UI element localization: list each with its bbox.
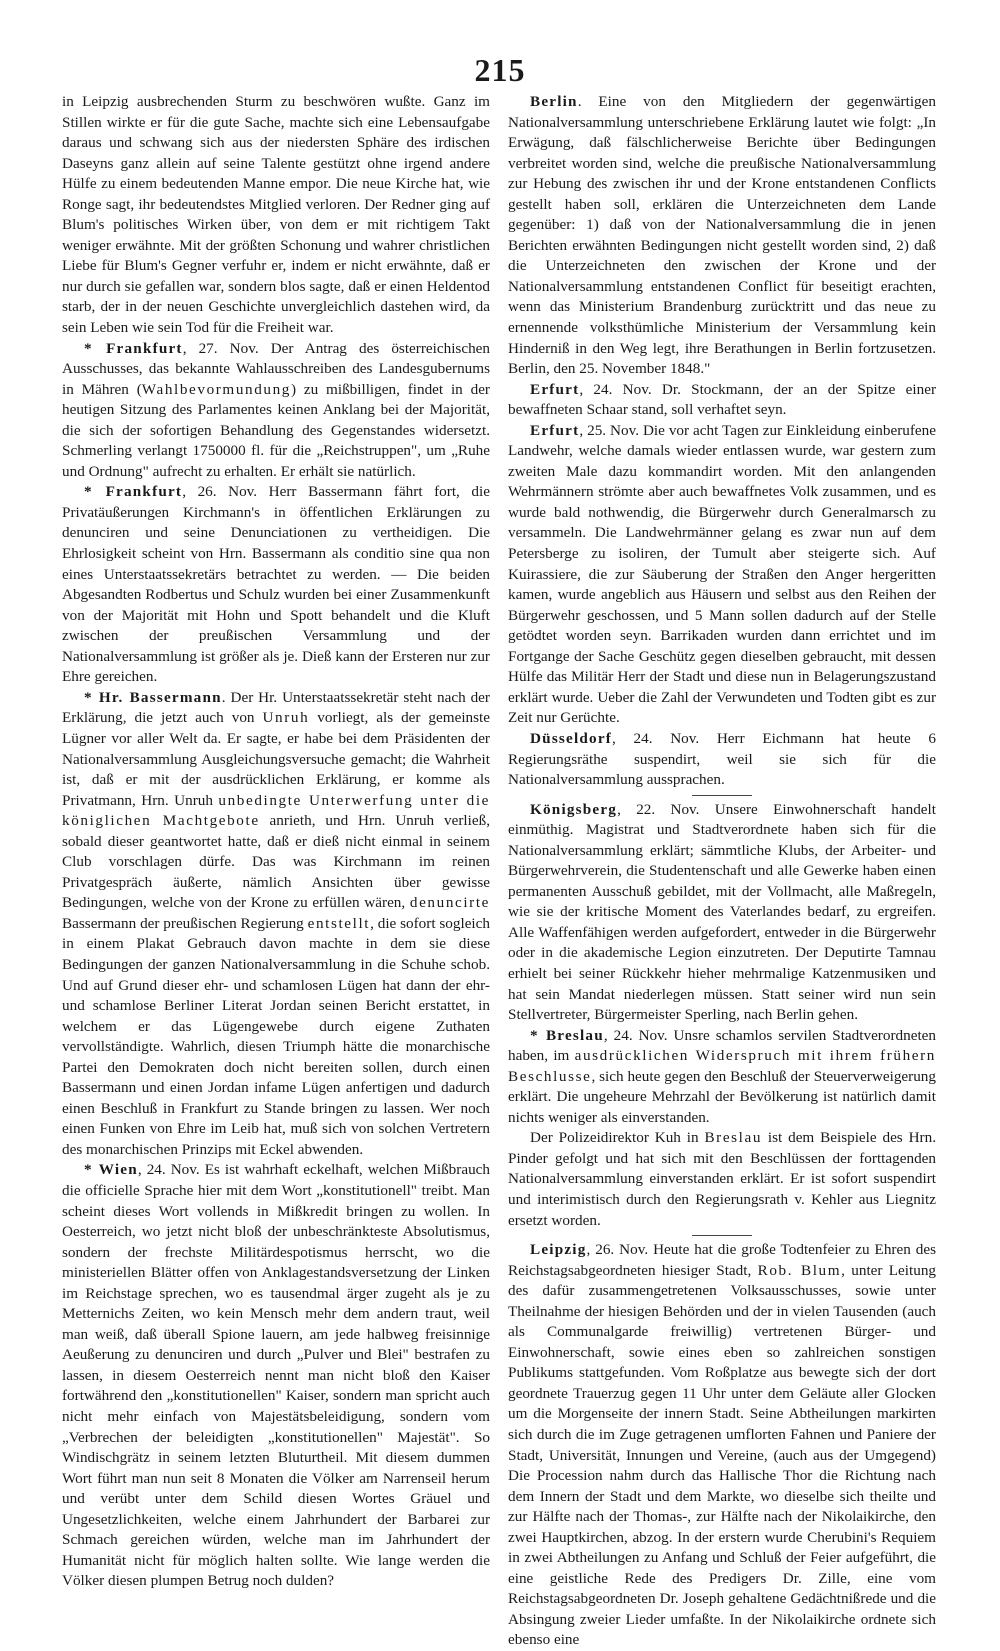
dateline: Berlin: [530, 93, 578, 110]
paragraph-text: ) zu mißbilligen, findet in der heutigen Sitzung des Parlamentes keinen Anklang bei der Majorität, die sich der sofortigen Behandlung des Gegenstandes widersetzt. Schmerling verlangt 1750000 fl. für die „Reichstruppen", um „Ruhe und Ordnung" aufrecht zu erhalten. Er erhält sie natürlich.: [62, 380, 490, 480]
paragraph-text: ist dem Beispiele des Hrn. Pinder gefolgt und hat sich mit den Beschlüssen der forttagenden Nationalversammlung einverstanden erklärt. Er ist sofort suspendirt und interimistisch durch den Regierungsrath v. Kehler aus Liegnitz ersetzt worden.: [508, 1129, 936, 1229]
article-paragraph: [62, 482, 490, 687]
article-paragraph: [508, 1128, 936, 1231]
emphasized-text: Unruh: [262, 709, 310, 727]
paragraph-text: , unter Leitung des dafür zusammengetretenen Volksausschusses, sowie unter Theilnahme der hiesigen Behörden und der in vielen Tausenden (auch als Communalgarde freiwillig) vertretenen Bürger- und Einwohnerschaft, sowie eines eben so zahlreichen sonstigen Publikums stattgefunden. Vom Roßplatze aus bewegte sich der dort geordnete Trauerzug gegen 11 Uhr unter dem Geläute aller Glocken um die Morgenseite der innern Stadt. Seine Abtheilungen markirten sich durch die im Zuge getragenen umflorten Fahnen und Paniere der Stadt, Universität, Innungen und Vereine, (auch aus der Umgegend) Die Procession nahm durch das Hallische Thor die Richtung nach dem Innern der Stadt und dem Markte, wo dieselbe sich theilte und zur Hälfte nach der Thomas-, zur Hälfte nach der Nikolaikirche, den zwei Hauptkirchen, abzog. In der erstern wurde Cherubini's Requiem in zwei Abtheilungen zu Anfang und Schluß der Feier aufgeführt, die eine geistliche Rede des Predigers Dr. Zille, eine vom Reichstagsabgeordneten Dr. Joseph gehaltene Gedächtnißrede und die Absingung zweier Lieder umfaßte. In der Nikolaikirche ordnete sich ebenso eine: [508, 1261, 937, 1649]
article-paragraph: [62, 92, 490, 339]
paragraph-text: , 24. Nov. Herr Eichmann hat heute 6 Regierungsräthe suspendirt, weil sie sich für die Nationalversammlung aussprachen.: [508, 729, 936, 789]
paragraph-text: , 25. Nov. Die vor acht Tagen zur Einkleidung einberufene Landwehr, welche damals wieder entlassen wurde, war gestern zum zweiten Male dazu kommandirt worden. Mit den anlangenden Wehrmännern strömte aber auch bewaffnetes Volk zusammen, und es wurde bald nothwendig, die Bürgerwehr durch Generalmarsch zu versammeln. Die Landwehrmänner gelang es zwar nun auf dem Petersberge zu isoliren, der Tumult aber steigerte sich. Auf Kuirassiere, die zur Säuberung der Straßen den Anger hergeritten kamen, wurde angeblich aus Häusern und selbst aus den Reihen der Bürgerwehr geschossen, und 5 Mann sollen dadurch auf der Stelle getödtet worden seyn. Barrikaden wurden dann errichtet und im Fortgange der Sache Geschütz gegen dieselben gebraucht, mit dessen Hülfe das Militär Herr der Stadt und diese nun in Belagerungszustand erklärt wurde. Ueber die Zahl der Verwundeten und Todten gibt es zur Zeit nur Gerüchte.: [508, 421, 936, 727]
paragraph-text: , 26. Nov. Heute hat die große Todtenfeier zu Ehren des Reichstagsabgeordneten hiesiger Stadt,: [508, 1241, 936, 1279]
emphasized-text: Rob. Blum: [757, 1261, 842, 1279]
column-separator: [692, 1235, 752, 1236]
paragraph-text: , 24. Nov. Dr. Stockmann, der an der Spitze einer bewaffneten Schaar stand, soll verhaftet seyn.: [508, 380, 936, 419]
emphasized-text: entstellt: [307, 914, 371, 932]
paragraph-text: in Leipzig ausbrechenden Sturm zu beschwören wußte. Ganz im Stillen wirkte er für die gute Sache, machte sich eine Lebensaufgabe daraus und schwang sich aus der niedersten Sphäre des irdischen Daseyns ganz allein auf seine Talente gestützt ohne irgend andere Hülfe zu einem bedeutenden Manne empor. Die neue Kirche hat, wie Ronge sagt, ihr bedeutendstes Mitglied verloren. Der Redner ging auf Blum's politisches Wirken über, von dem er mit richtigem Takt weniger erwähnte. Mit der größten Schonung und wahrer christlichen Liebe für Blum's Gegner verfuhr er, indem er nicht erwähnte, daß er nur durch sie gefallen war, sondern blos sagte, daß er einen Heldentod starb, der in der neuen Geschichte unvergleichlich dastehen wird, da sein Leben wie sein Tod für die Freiheit war.: [62, 93, 490, 337]
column-separator: [692, 795, 752, 796]
article-paragraph: [508, 1240, 936, 1651]
dateline: Erfurt: [530, 421, 580, 439]
dateline: Erfurt: [530, 380, 580, 398]
paragraph-text: . Eine von den Mitgliedern der gegenwärtigen Nationalversammlung unterschriebene Erklärung lautet wie folgt: „In Erwägung, daß fälschlicherweise Berichte über Bedingungen verbreitet worden sind, welche die preußische Nationalversammlung zur Hebung des zwischen ihr und der Krone entstandenen Conflicts gestellt haben soll, erklären die Unterzeichneten dem Lande gegenüber: 1) daß von der Nationalversammlung die in jenen Berichten erwähnten Bedingungen nicht gestellt worden sind, 2) daß die Unterzeichneten den zwischen der Krone und der Nationalversammlung entstandenen Conflict für beseitigt erachten, wenn das Ministerium Brandenburg zurücktritt und das neue zu ernennende volksthümliche Ministerium der Versammlung kein Hinderniß in den Weg legt, ihre Berathungen in Berlin fortzusetzen. Berlin, den 25. November 1848.": [508, 93, 936, 378]
page-number: 215: [474, 52, 526, 88]
right-column: [508, 92, 936, 1651]
dateline: * Frankfurt: [84, 483, 183, 501]
emphasized-text: ausdrücklichen Widerspruch mit ihrem frühern Beschlusse: [508, 1047, 936, 1085]
article-paragraph: [508, 729, 936, 791]
paragraph-text: Bassermann der preußischen Regierung: [62, 914, 308, 932]
paragraph-text: Der Polizeidirektor Kuh in: [530, 1129, 705, 1147]
dateline: * Breslau: [530, 1026, 604, 1044]
dateline: * Wien: [84, 1161, 138, 1179]
paragraph-text: . Der Hr. Unterstaatssekretär steht nach der Erklärung, die jetzt auch von: [62, 688, 490, 727]
dateline: * Hr. Bassermann: [84, 688, 222, 706]
article-paragraph: [62, 688, 490, 1161]
article-paragraph: [508, 421, 936, 729]
dateline: Leipzig: [530, 1241, 587, 1259]
article-paragraph: [508, 92, 936, 380]
paragraph-text: , 24. Nov. Es ist wahrhaft eckelhaft, welchen Mißbrauch die officielle Sprache hier mit dem Wort „konstitutionell" treibt. Man scheint dieses Wort vollends in Mißkredit bringen zu wollen. In Oesterreich, wo jetzt nicht bloß der unbeschränkteste Absolutismus, sondern der frechste Militärdespotismus herrscht, wo die ministeriellen Blätter offen von Anklagestandsversetzung der Linken im Reichstage sprechen, wo es tausendmal ärger zugeht als je zu Metternichs Zeiten, wo kein Mensch mehr dem andern traut, weil man weiß, daß überall Spione lauern, am jede halbweg freisinnige Aeußerung zu denunciren und durch „Pulver und Blei" bestrafen zu lassen, in diesem Oesterreich nennt man nicht bloß den Kaiser fortwährend den „konstitutionellen" Kaiser, sondern man spricht auch nicht mehr einfach von Majestätsbeleidigung, sondern vom „Verbrechen der beleidigten „konstitutionellen" Majestät". So Windischgrätz in seinem letzten Bluturtheil. Mit diesem dummen Wort führt man nun seit 8 Monaten die Völker am Narrenseil herum und verübt unter dem Schild diesen Wortes Gräuel und Ungesetzlichkeiten, welche einem Jahrhundert der Barbarei zur Schmach gereichen würden, welche man im Jahrhundert der Humanität nicht für möglich halten sollte. Wie lange werden die Völker diesen plumpen Betrug noch dulden?: [62, 1161, 491, 1590]
article-paragraph: [508, 1026, 936, 1129]
paragraph-text: , 27. Nov. Der Antrag des österreichischen Ausschusses, das bekannte Wahlausschreiben des Landesgubernums in Mähren (: [62, 339, 490, 398]
paragraph-text: , 26. Nov. Herr Bassermann fährt fort, die Privatäußerungen Kirchmann's in öffentlichen Erklärungen zu denunciren und seine Denunciationen zu vertheidigen. Die Ehrlosigkeit scheint von Hrn. Bassermann als conditio sine qua non eines Unterstaatssekretärs betrachtet zu werden. — Die beiden Abgesandten Rodbertus und Schulz wurden bei einer Zusammenkunft von der Majorität mit Hohn und Spott behandelt und die Kluft zwischen der preußischen Versammlung und der Nationalversammlung ist größer als je. Dieß kann der Ersteren nur zur Ehre gereichen.: [62, 483, 490, 686]
article-paragraph: [62, 1160, 490, 1591]
dateline: * Frankfurt: [84, 339, 183, 357]
paragraph-text: anrieth, und Hrn. Unruh verließ, sobald dieser geantwortet hatte, daß er dieß nicht einmal in seinem Club vorschlagen dürfe. Das was Kirchmann im reinen Privatgespräch äußerte, nämlich Ansichten über gewisse Bedingungen, welche von der Krone zu erfüllen wären,: [62, 812, 490, 912]
article-paragraph: [508, 800, 936, 1026]
paragraph-text: , 22. Nov. Unsere Einwohnerschaft handelt einmüthig. Magistrat und Stadtverordnete haben sich für die Nationalversammlung erklärt; sämmtliche Klubs, der Arbeiter- und Bürgerwehrverein, die Studentenschaft und alle Gewerke haben einen permanenten Ausschuß gebildet, mit der Vollmacht, alle Maßregeln, wie sie der kritische Moment des Vaterlandes bedarf, zu ergreifen. Alle Waffenfähigen werden aufgefordert, entweder in die Bürgerwehr oder in die akademische Legion einzutreten. Der Deputirte Tamnau erhielt bei seiner Rückkehr hieher mehrmalige Katzenmusiken und hat sein Mandat niederlegen müssen. Statt seiner wird nun sein Stellvertreter, Bürgermeister Sperling, nach Berlin gehen.: [508, 800, 936, 1024]
emphasized-text: unbedingte Unterwerfung unter die königlichen Machtgebote: [62, 791, 490, 830]
dateline: Königsberg: [530, 800, 618, 818]
left-column: [62, 92, 490, 1592]
article-paragraph: [508, 380, 936, 421]
paragraph-text: vorliegt, als der gemeinste Lügner vor aller Welt da. Er sagte, er habe bei dem Präsidenten der Nationalversammlung Ausgleichungsversuche gemacht; die Wahrheit ist, daß er mit der ausdrücklichen Erklärung, er komme als Privatmann, Hrn. Unruh: [62, 709, 491, 809]
article-paragraph: [62, 339, 490, 483]
paragraph-text: , 24. Nov. Unsre schamlos servilen Stadtverordneten haben, im: [508, 1026, 936, 1065]
emphasized-text: Breslau: [704, 1129, 763, 1147]
paragraph-text: , sich heute gegen den Beschluß der Steuerverweigerung erklärt. Die ungeheure Mehrzahl der Bevölkerung ist natürlich damit nichts weniger als einverstanden.: [508, 1067, 936, 1126]
paragraph-text: , die sofort sogleich in einem Plakat Gebrauch davon machte in dem sie diese Bedingungen der ganzen Nationalversammlung in die Schuhe schob. Und auf Grund dieser ehr- und schamlosen Lügen hat dann der ehr- und schamlose Berliner Literat Jordan seinen Bericht erstattet, in welchem er das Lügengewebe durch eigene Zuthaten vervollständigte. Wahrlich, diesen Triumph hätte die monarchische Partei den Demokraten doch nicht bereiten sollen, durch einen Bassermann und einen Jordan infame Lügen anfertigen und dadurch einen Beschluß in Frankfurt zu Stande bringen zu lassen. Wer noch einen Funken von Ehre im Leib hat, muß sich von solchen Vertretern des monarchischen Prinzips mit Eckel abwenden.: [62, 914, 490, 1158]
dateline: Düsseldorf: [530, 729, 613, 747]
emphasized-text: Wahlbevormundung: [141, 380, 291, 398]
emphasized-text: denuncirte: [409, 894, 490, 912]
